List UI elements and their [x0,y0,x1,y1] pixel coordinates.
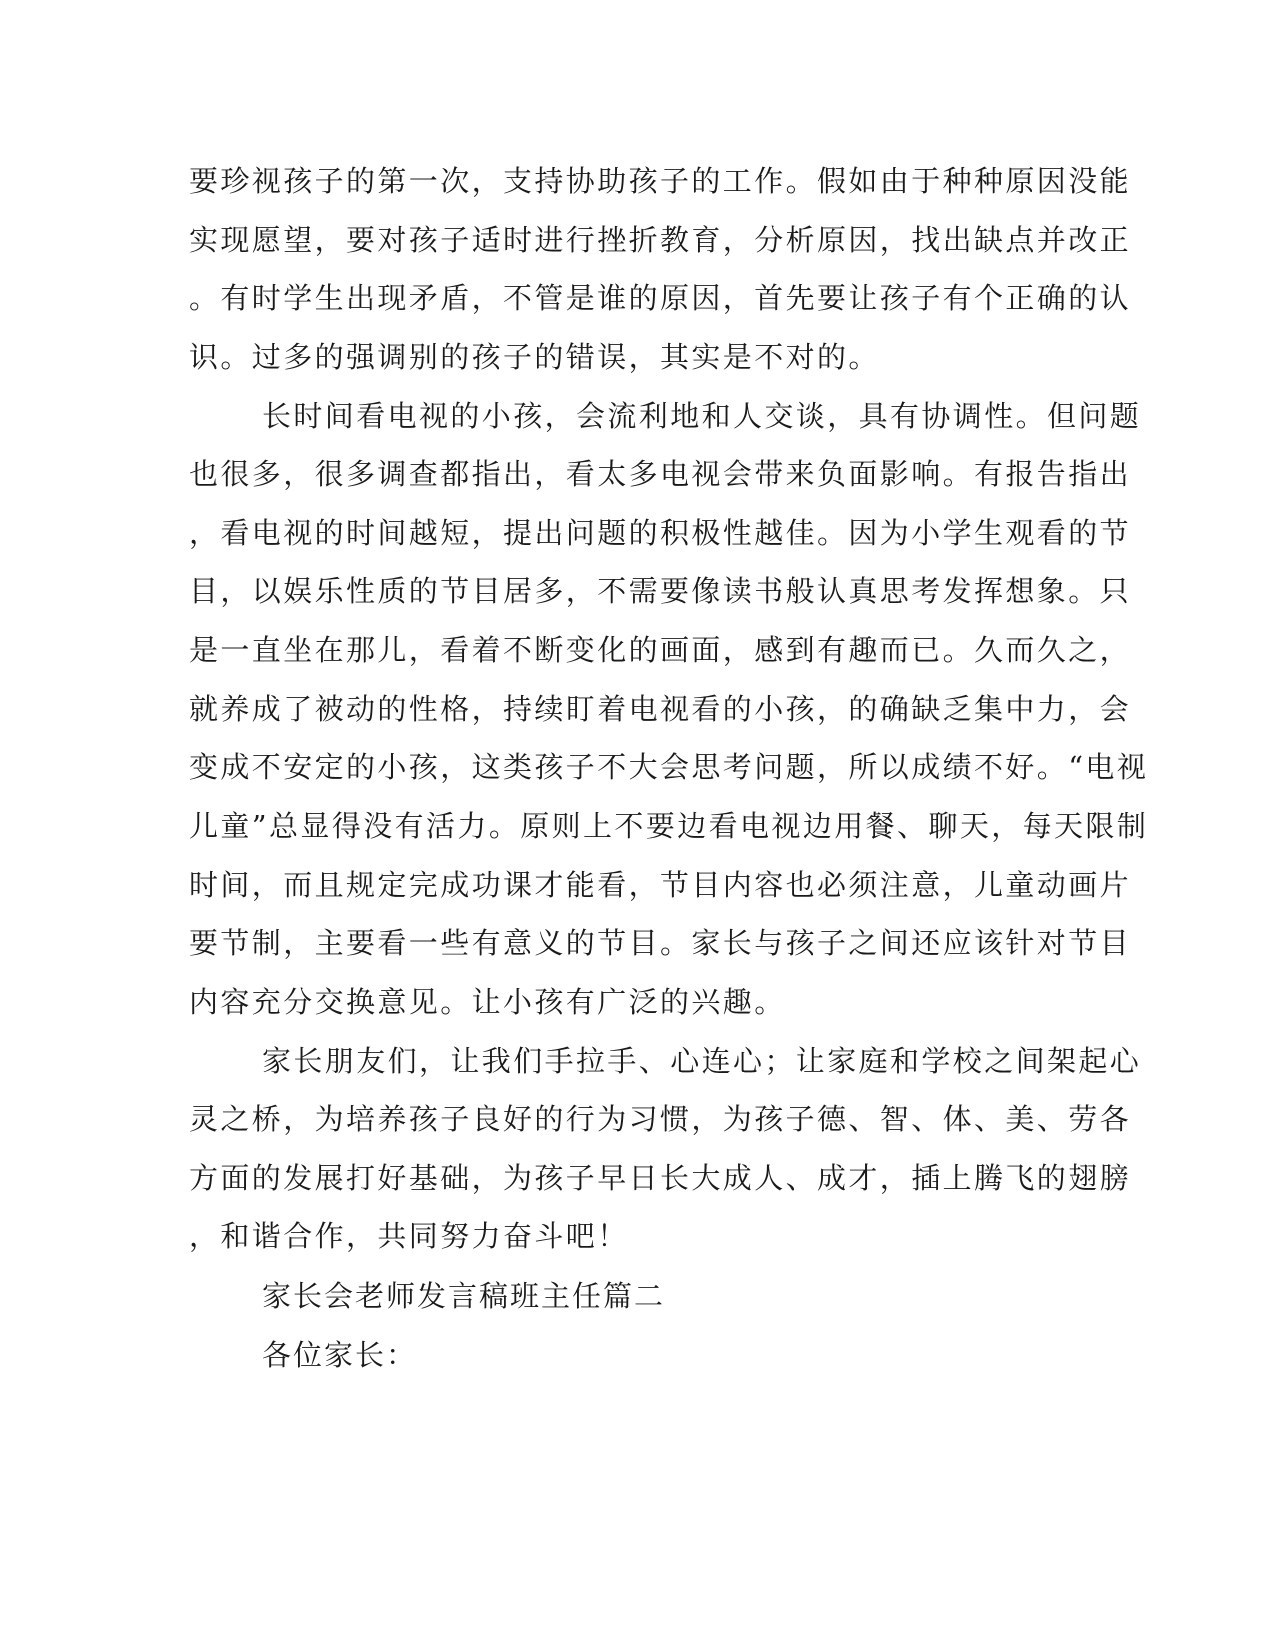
text-line: 方面的发展打好基础，为孩子早日长大成人、成才，插上腾飞的翅膀 [189,1161,1132,1195]
text-line: 长时间看电视的小孩，会流利地和人交谈，具有协调性。但问题 [262,399,1142,433]
paragraph-2-line-2 [0,454,1275,494]
paragraph-2-line-3 [0,513,1275,553]
paragraph-1-line-1 [0,161,1275,201]
text-line: ，和谐合作，共同努力奋斗吧！ [189,1219,629,1253]
text-line: ，看电视的时间越短，提出问题的积极性越佳。因为小学生观看的节 [189,516,1132,550]
paragraph-1-line-3 [0,278,1275,318]
text-line: 家长朋友们，让我们手拉手、心连心；让家庭和学校之间架起心 [262,1044,1142,1078]
text-line: 要珍视孩子的第一次，支持协助孩子的工作。假如由于种种原因没能 [189,164,1132,198]
paragraph-3-line-1 [0,1041,1275,1081]
paragraph-2-line-8 [0,806,1275,846]
paragraph-3-line-3 [0,1158,1275,1198]
text-line: 目，以娱乐性质的节目居多，不需要像读书般认真思考发挥想象。只 [189,574,1132,608]
paragraph-2-line-6 [0,689,1275,729]
text-line: 是一直坐在那儿，看着不断变化的画面，感到有趣而已。久而久之， [189,633,1132,667]
heading-text: 家长会老师发言稿班主任篇二 [262,1279,666,1313]
paragraph-3-line-2 [0,1099,1275,1139]
text-line: 识。过多的强调别的孩子的错误，其实是不对的。 [189,340,880,374]
text-line: 就养成了被动的性格，持续盯着电视看的小孩，的确缺乏集中力，会 [189,692,1132,726]
paragraph-2-line-10 [0,923,1275,963]
salutation-text: 各位家长： [262,1338,418,1372]
paragraph-2-line-9 [0,865,1275,905]
paragraph-2-line-7 [0,747,1275,787]
paragraph-1-line-2 [0,220,1275,260]
text-line: 时间，而且规定完成功课才能看，节目内容也必须注意，儿童动画片 [189,868,1132,902]
paragraph-1-line-4 [0,337,1275,377]
paragraph-2-line-11 [0,982,1275,1022]
paragraph-3-line-4 [0,1216,1275,1256]
text-line: 变成不安定的小孩，这类孩子不大会思考问题，所以成绩不好。“电视 [189,750,1149,784]
text-line: 。有时学生出现矛盾，不管是谁的原因，首先要让孩子有个正确的认 [189,281,1132,315]
paragraph-2-line-4 [0,571,1275,611]
section-heading [0,1276,1275,1316]
paragraph-2-line-5 [0,630,1275,670]
text-line: 实现愿望，要对孩子适时进行挫折教育，分析原因，找出缺点并改正 [189,223,1132,257]
salutation [0,1335,1275,1375]
text-line: 也很多，很多调查都指出，看太多电视会带来负面影响。有报告指出 [189,457,1132,491]
text-line: 灵之桥，为培养孩子良好的行为习惯，为孩子德、智、体、美、劳各 [189,1102,1132,1136]
text-line: 内容充分交换意见。让小孩有广泛的兴趣。 [189,985,786,1019]
paragraph-2-line-1 [0,396,1275,436]
text-line: 儿童”总显得没有活力。原则上不要边看电视边用餐、聊天，每天限制 [189,809,1149,843]
text-line: 要节制，主要看一些有意义的节目。家长与孩子之间还应该针对节目 [189,926,1132,960]
